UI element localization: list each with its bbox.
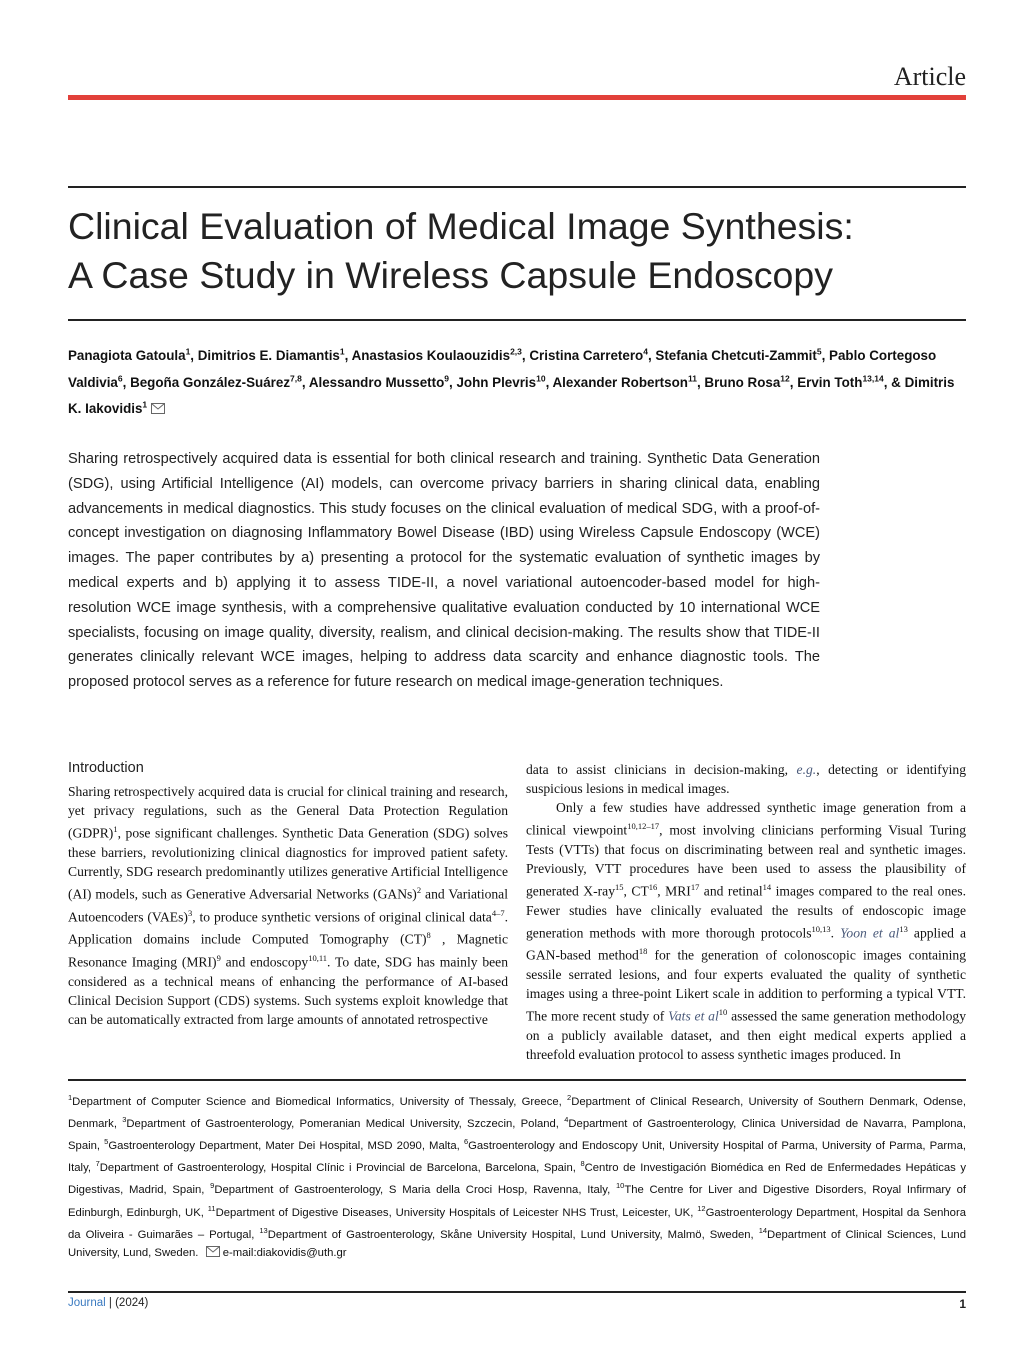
article-type-label: Article	[893, 62, 966, 91]
author-list	[68, 341, 968, 421]
affiliation-marker: 6	[117, 373, 123, 384]
reference-marker: 3	[122, 1115, 127, 1125]
page-number: 1	[959, 1297, 966, 1311]
reference-marker: 12	[697, 1203, 706, 1213]
intro-paragraph-1-continued: data to assist clinicians in decision-making, e.g., detecting or identifying suspicious lesions in medical images.	[526, 762, 966, 797]
author-name: Begoña González-Suárez	[130, 374, 291, 390]
affiliations-footnote	[68, 1089, 966, 1264]
title-line-1: Clinical Evaluation of Medical Image Synthesis:	[68, 205, 854, 247]
author-name: Anastasios Koulaouzidis	[351, 348, 511, 364]
intro-column-left	[68, 782, 508, 1029]
reference-marker: 17	[690, 882, 700, 893]
affiliation-marker: 4	[643, 347, 648, 357]
reference-marker: 16	[648, 882, 658, 893]
reference-marker: 10	[615, 1181, 625, 1191]
reference-marker: 2	[567, 1093, 572, 1102]
reference-marker: 10,11	[308, 952, 328, 963]
affiliation-marker: 1	[339, 347, 345, 357]
footnote-rule	[68, 1079, 966, 1081]
affiliation-marker: 1	[142, 399, 148, 410]
author-name: Alexander Robertson	[552, 374, 688, 390]
intro-paragraph-2: Only a few studies have addressed synthetic image generation from a clinical viewpoint$^{10,12-17}$, most involving clinicians performing Visual Turing Tests (VTTs) that focus on discriminating between real and synthetic images. Previously, VTT procedures have been used to assess the plausibility of generated X-ray$^{15}$, CT$^{16}$, MRI$^{17}$ and retinal$^{14}$ images compared to the real ones. Fewer studies have clinically evaluated the results of endoscopic image generation methods with more thorough protocols$^{10,13}$. Yoon et $al^{13}$ applied a GAN-based method$^{18}$ for the generation of colonoscopic images containing sessile serrated lesions, and four experts evaluated the quality of synthetic images using a three-point Likert scale in addition to performing a typical VTT. The more recent study of Vats et $al^{10}$ assessed the same generation methodology on a publicly available dataset, and then eight medical experts applied a threefold evaluation protocol to assess synthetic images produced. In	[526, 800, 967, 1062]
reference-marker: 4–7	[491, 907, 505, 918]
reference-marker: 15	[615, 882, 624, 893]
intro-column-right	[526, 760, 966, 1064]
affiliation-marker: 13,14	[862, 373, 884, 384]
author-name: Stefania Chetcuti-Zammit	[655, 348, 817, 364]
reference-marker: 2	[416, 885, 422, 895]
author-name: Cristina Carretero	[529, 348, 644, 364]
intro-paragraph-1: Sharing retrospectively acquired data is crucial for clinical training and research, yet privacy regulations, such as the General Data Protection Regulation (GDPR)$^1$, pose significant challenges. Synthetic Data Generation (SDG) solves these barriers, revolutionizing clinical diagnostics for improved patient safety. Currently, SDG research predominantly utilizes generative Artificial Intelligence (AI) models, such as Generative Adversarial Networks (GANs)$^2$ and Variational Autoencoders (VAEs)$^3$, to produce synthetic versions of original clinical data$^{4-7}$. Application domains include Computed Tomography (CT)$^8$ , Magnetic Resonance Imaging (MRI)$^9$ and endoscopy$^{10,11}$. To date, SDG has mainly been considered as a technical means of enhancing the performance of AI-based Clinical Decision Support (CDS) systems. Such systems exploit knowledge that can be automatically extracted from large amounts of annotated retrospective	[68, 784, 508, 1027]
reference-marker: 3	[187, 907, 193, 918]
affiliation-marker: 11	[687, 373, 697, 384]
author-name: Ervin Toth	[797, 374, 863, 390]
reference-marker: 10,12–17	[627, 821, 660, 832]
reference-marker: 11	[207, 1203, 216, 1213]
header-red-rule	[68, 95, 966, 100]
author-name: Panagiota Gatoula	[68, 348, 186, 364]
affiliation-marker: 2,3	[510, 347, 522, 357]
footer-rule	[68, 1291, 966, 1293]
affiliation-marker: 7,8	[290, 373, 302, 384]
affiliation-marker: 12	[780, 373, 790, 384]
email-envelope-icon	[206, 1245, 220, 1263]
italic-text: Vats et al	[668, 1008, 719, 1024]
section-heading-introduction: Introduction	[68, 760, 144, 776]
reference-marker: 4	[564, 1115, 569, 1125]
author-names: Panagiota Gatoula$^1$, Dimitrios E. Diamantis$^1$, Anastasios Koulaouzidis$^{2,3}$, Cristina Carretero$^4$, Stefania Chetcuti-Zammit$^5$, Pablo Cortegoso Valdivia$^6$, Begoña González-Suárez$^{7,8}$, Alessandro Mussetto$^9$, John Plevris$^{10}$, Alexander Robertson$^{11}$, Bruno Rosa$^{12}$, Ervin Toth$^{13,14}$, & Dimitris K. Iakovidis$^1$	[68, 347, 955, 417]
author-name: John Plevris	[456, 374, 537, 390]
affiliation-list: $^1$Department of Computer Science and Biomedical Informatics, University of Thessaly, Greece, $^2$Department of Clinical Research, University of Southern Denmark, Odense, Denmark, $^3$Department of Gastroenterology, Pomeranian Medical University, Szczecin, Poland, $^4$Department of Gastroenterology, Clinica Universidad de Navarra, Pamplona, Spain, $^5$Gastroenterology Department, Mater Dei Hospital, MSD 2090, Malta, $^6$Gastroenterology and Endoscopy Unit, University Hospital of Parma, University of Parma, Parma, Italy, $^7$Department of Gastroenterology, Hospital Clínic i Provincial de Barcelona, Barcelona, Spain, $^8$Centro de Investigación Biomédica en Red de Enfermedades Hepáticas y Digestivas, Madrid, Spain, $^9$Department of Gastroenterology, S Maria della Croci Hosp, Ravenna, Italy, $^{10}$The Centre for Liver and Digestive Disorders, Royal Infirmary of Edinburgh, Edinburgh, UK, $^{11}$Department of Digestive Diseases, University Hospitals of Leicester NHS Trust, Leicester, UK, $^{12}$Gastroenterology Department, Hospital da Senhora da Oliveira - Guimarães – Portugal, $^{13}$Department of Gastroenterology, Skåne University Hospital, Lund University, Malmö, Sweden, $^{14}$Department of Clinical Sciences, Lund University, Lund, Sweden.	[68, 1093, 967, 1260]
affiliation-marker: 5	[816, 347, 822, 357]
title-line-2: A Case Study in Wireless Capsule Endoscopy	[68, 254, 833, 296]
reference-marker: 13	[899, 923, 908, 934]
author-name: Pablo Cortegoso Valdivia	[68, 348, 937, 390]
affiliation-marker: 10	[536, 373, 546, 384]
contact-email[interactable]: e-mail:diakovidis@uth.gr	[222, 1247, 347, 1260]
journal-footer	[68, 1297, 148, 1309]
affiliation-marker: 9	[444, 373, 449, 384]
reference-marker: 14	[758, 1226, 768, 1236]
email-envelope-icon	[151, 399, 165, 421]
reference-marker: 1	[113, 824, 118, 835]
journal-year: | (2024)	[108, 1297, 149, 1309]
reference-marker: 1	[68, 1093, 73, 1102]
reference-marker: 13	[259, 1226, 268, 1236]
affiliation-marker: 1	[185, 347, 191, 357]
italic-text: Yoon et al	[840, 925, 900, 941]
author-name: Dimitrios E. Diamantis	[197, 348, 340, 364]
reference-marker: 5	[104, 1137, 109, 1147]
reference-marker: 8	[580, 1159, 585, 1169]
author-name: Alessandro Mussetto	[308, 374, 445, 390]
title-top-rule	[68, 186, 966, 188]
reference-marker: 8	[426, 930, 431, 941]
reference-marker: 10,13	[811, 923, 831, 934]
reference-marker: 9	[210, 1181, 215, 1191]
reference-marker: 18	[638, 946, 648, 957]
abstract: Sharing retrospectively acquired data is essential for both clinical research and training. Synthetic Data Generation (SDG), using Artificial Intelligence (AI) models, can overcome privacy barriers in sharing clinical data, enabling advancements in medical diagnostics. This study focuses on the clinical evaluation of medical SDG, with a proof-of-concept investigation on diagnosing Inflammatory Bowel Disease (IBD) using Wireless Capsule Endoscopy (WCE) images. The paper contributes by a) presenting a protocol for the systematic evaluation of synthetic images by medical experts and b) applying it to assess TIDE-II, a novel variational autoencoder-based model for high-resolution WCE image synthesis, with a comprehensive qualitative evaluation conducted by 10 international WCE specialists, focusing on image quality, diversity, realism, and clinical decision-making. The results show that TIDE-II generates clinically relevant WCE images, helping to address data scarcity and enhance diagnostic tools. The proposed protocol serves as a reference for future research on medical image-generation techniques.	[68, 451, 820, 691]
italic-text: e.g.	[796, 762, 817, 777]
reference-marker: 14	[762, 882, 772, 893]
journal-name: Journal	[68, 1297, 106, 1309]
reference-marker: 10	[718, 1007, 728, 1018]
title-bottom-rule	[68, 319, 966, 321]
reference-marker: 6	[463, 1137, 469, 1147]
reference-marker: 7	[95, 1159, 100, 1169]
paper-title	[68, 202, 968, 300]
author-name: Dimitris K. Iakovidis	[68, 374, 955, 417]
author-name: Bruno Rosa	[704, 374, 781, 390]
reference-marker: 9	[216, 952, 221, 963]
